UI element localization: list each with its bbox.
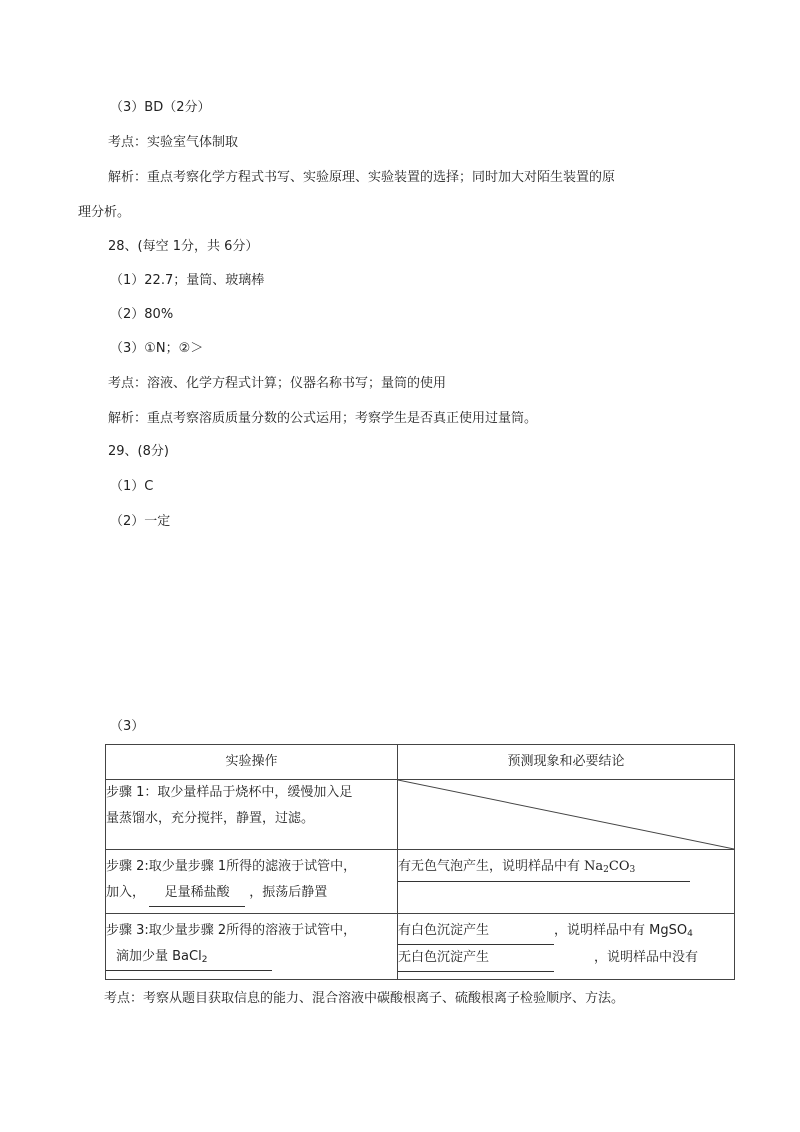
q29-answer-1: （1）C (110, 479, 154, 494)
step3-phenomenon (398, 914, 735, 980)
step1-phenomenon-crossed (398, 780, 735, 850)
step3-result-a (398, 918, 734, 945)
co-sub: 3 (629, 865, 636, 875)
jiexi-solution: 解析：重点考察溶质质量分数的公式运用；考察学生是否真正使用过量筒。 (108, 411, 538, 426)
step3-result-a-fill: 有白色沉淀产生 (398, 923, 490, 938)
step3-result-b-blank (398, 945, 554, 972)
header-operation: 实验操作 (106, 745, 398, 780)
mgso4-sub: 4 (687, 929, 693, 939)
step3-result-b (398, 945, 734, 972)
step1-line-a: 步骤 1：取少量样品于烧杯中，缓慢加入足 (106, 785, 353, 800)
step3-reagent: 滴加少量 BaCl (116, 949, 202, 964)
kaodian-gas: 考点：实验室气体制取 (108, 135, 239, 150)
experiment-table (105, 744, 735, 980)
q29-answer-3-label: （3） (110, 719, 145, 734)
diagonal-strike (398, 780, 734, 849)
table-row-step2 (106, 850, 735, 914)
q28-answer-3: （3）①N；②＞ (110, 341, 204, 356)
step1-line-b: 量蒸馏水，充分搅拌，静置，过滤。 (106, 811, 315, 826)
co-symbol: CO (608, 859, 630, 874)
q28-heading: 28、(每空 1分，共 6分） (108, 239, 259, 254)
q29-heading: 29、(8分) (108, 444, 169, 459)
jiexi-gas-line2: 理分析。 (78, 205, 131, 220)
formula-na2co3 (584, 859, 635, 874)
step2-suffix: ，振荡后静置 (249, 885, 328, 900)
header-phenomenon: 预测现象和必要结论 (398, 745, 735, 780)
jiexi-gas-line1: 解析：重点考察化学方程式书写、实验原理、实验装置的选择；同时加大对陌生装置的原 (108, 170, 616, 185)
step3-reagent-sub: 2 (201, 955, 208, 965)
q28-answer-1: （1）22.7；量筒、玻璃棒 (110, 273, 265, 288)
step3-result-b-fill: 无白色沉淀产生 (398, 950, 490, 965)
na-symbol: Na (584, 859, 604, 874)
step2-line-b (106, 880, 397, 907)
q28-answer-2: （2）80% (110, 307, 174, 322)
step2-reagent: 足量稀盐酸 (164, 885, 230, 900)
step2-result-line (398, 854, 734, 882)
step3-line-a: 步骤 3:取少量步骤 2所得的溶液于试管中， (106, 923, 357, 938)
table-header-row (106, 745, 735, 780)
step3-result-a-text: ，说明样品中有 MgSO (554, 923, 688, 938)
kaodian-ions: 考点：考察从题目获取信息的能力、混合溶液中碳酸根离子、硫酸根离子检验顺序、方法。 (104, 991, 625, 1006)
step2-result-underlined (398, 854, 690, 882)
answer-3-bd: （3）BD（2分） (110, 100, 211, 115)
step3-result-a-blank (398, 918, 554, 945)
step3-operation (106, 914, 398, 980)
step3-line-b (106, 944, 397, 971)
table-row-step3 (106, 914, 735, 980)
step2-result-text: 有无色气泡产生，说明样品中有 (398, 859, 581, 874)
kaodian-solution: 考点：溶液、化学方程式计算；仪器名称书写；量筒的使用 (108, 376, 447, 391)
step2-reagent-blank (149, 880, 245, 907)
na-sub: 2 (603, 865, 609, 875)
step2-phenomenon (398, 850, 735, 914)
step1-operation (106, 780, 398, 850)
step2-operation (106, 850, 398, 914)
step2-line-a: 步骤 2:取少量步骤 1所得的滤液于试管中， (106, 859, 357, 874)
table-row-step1 (106, 780, 735, 850)
step3-result-b-text: ，说明样品中没有 (594, 950, 699, 965)
step2-prefix: 加入， (106, 885, 146, 900)
step3-reagent-blank (106, 944, 272, 971)
q29-answer-2: （2）一定 (110, 514, 171, 529)
